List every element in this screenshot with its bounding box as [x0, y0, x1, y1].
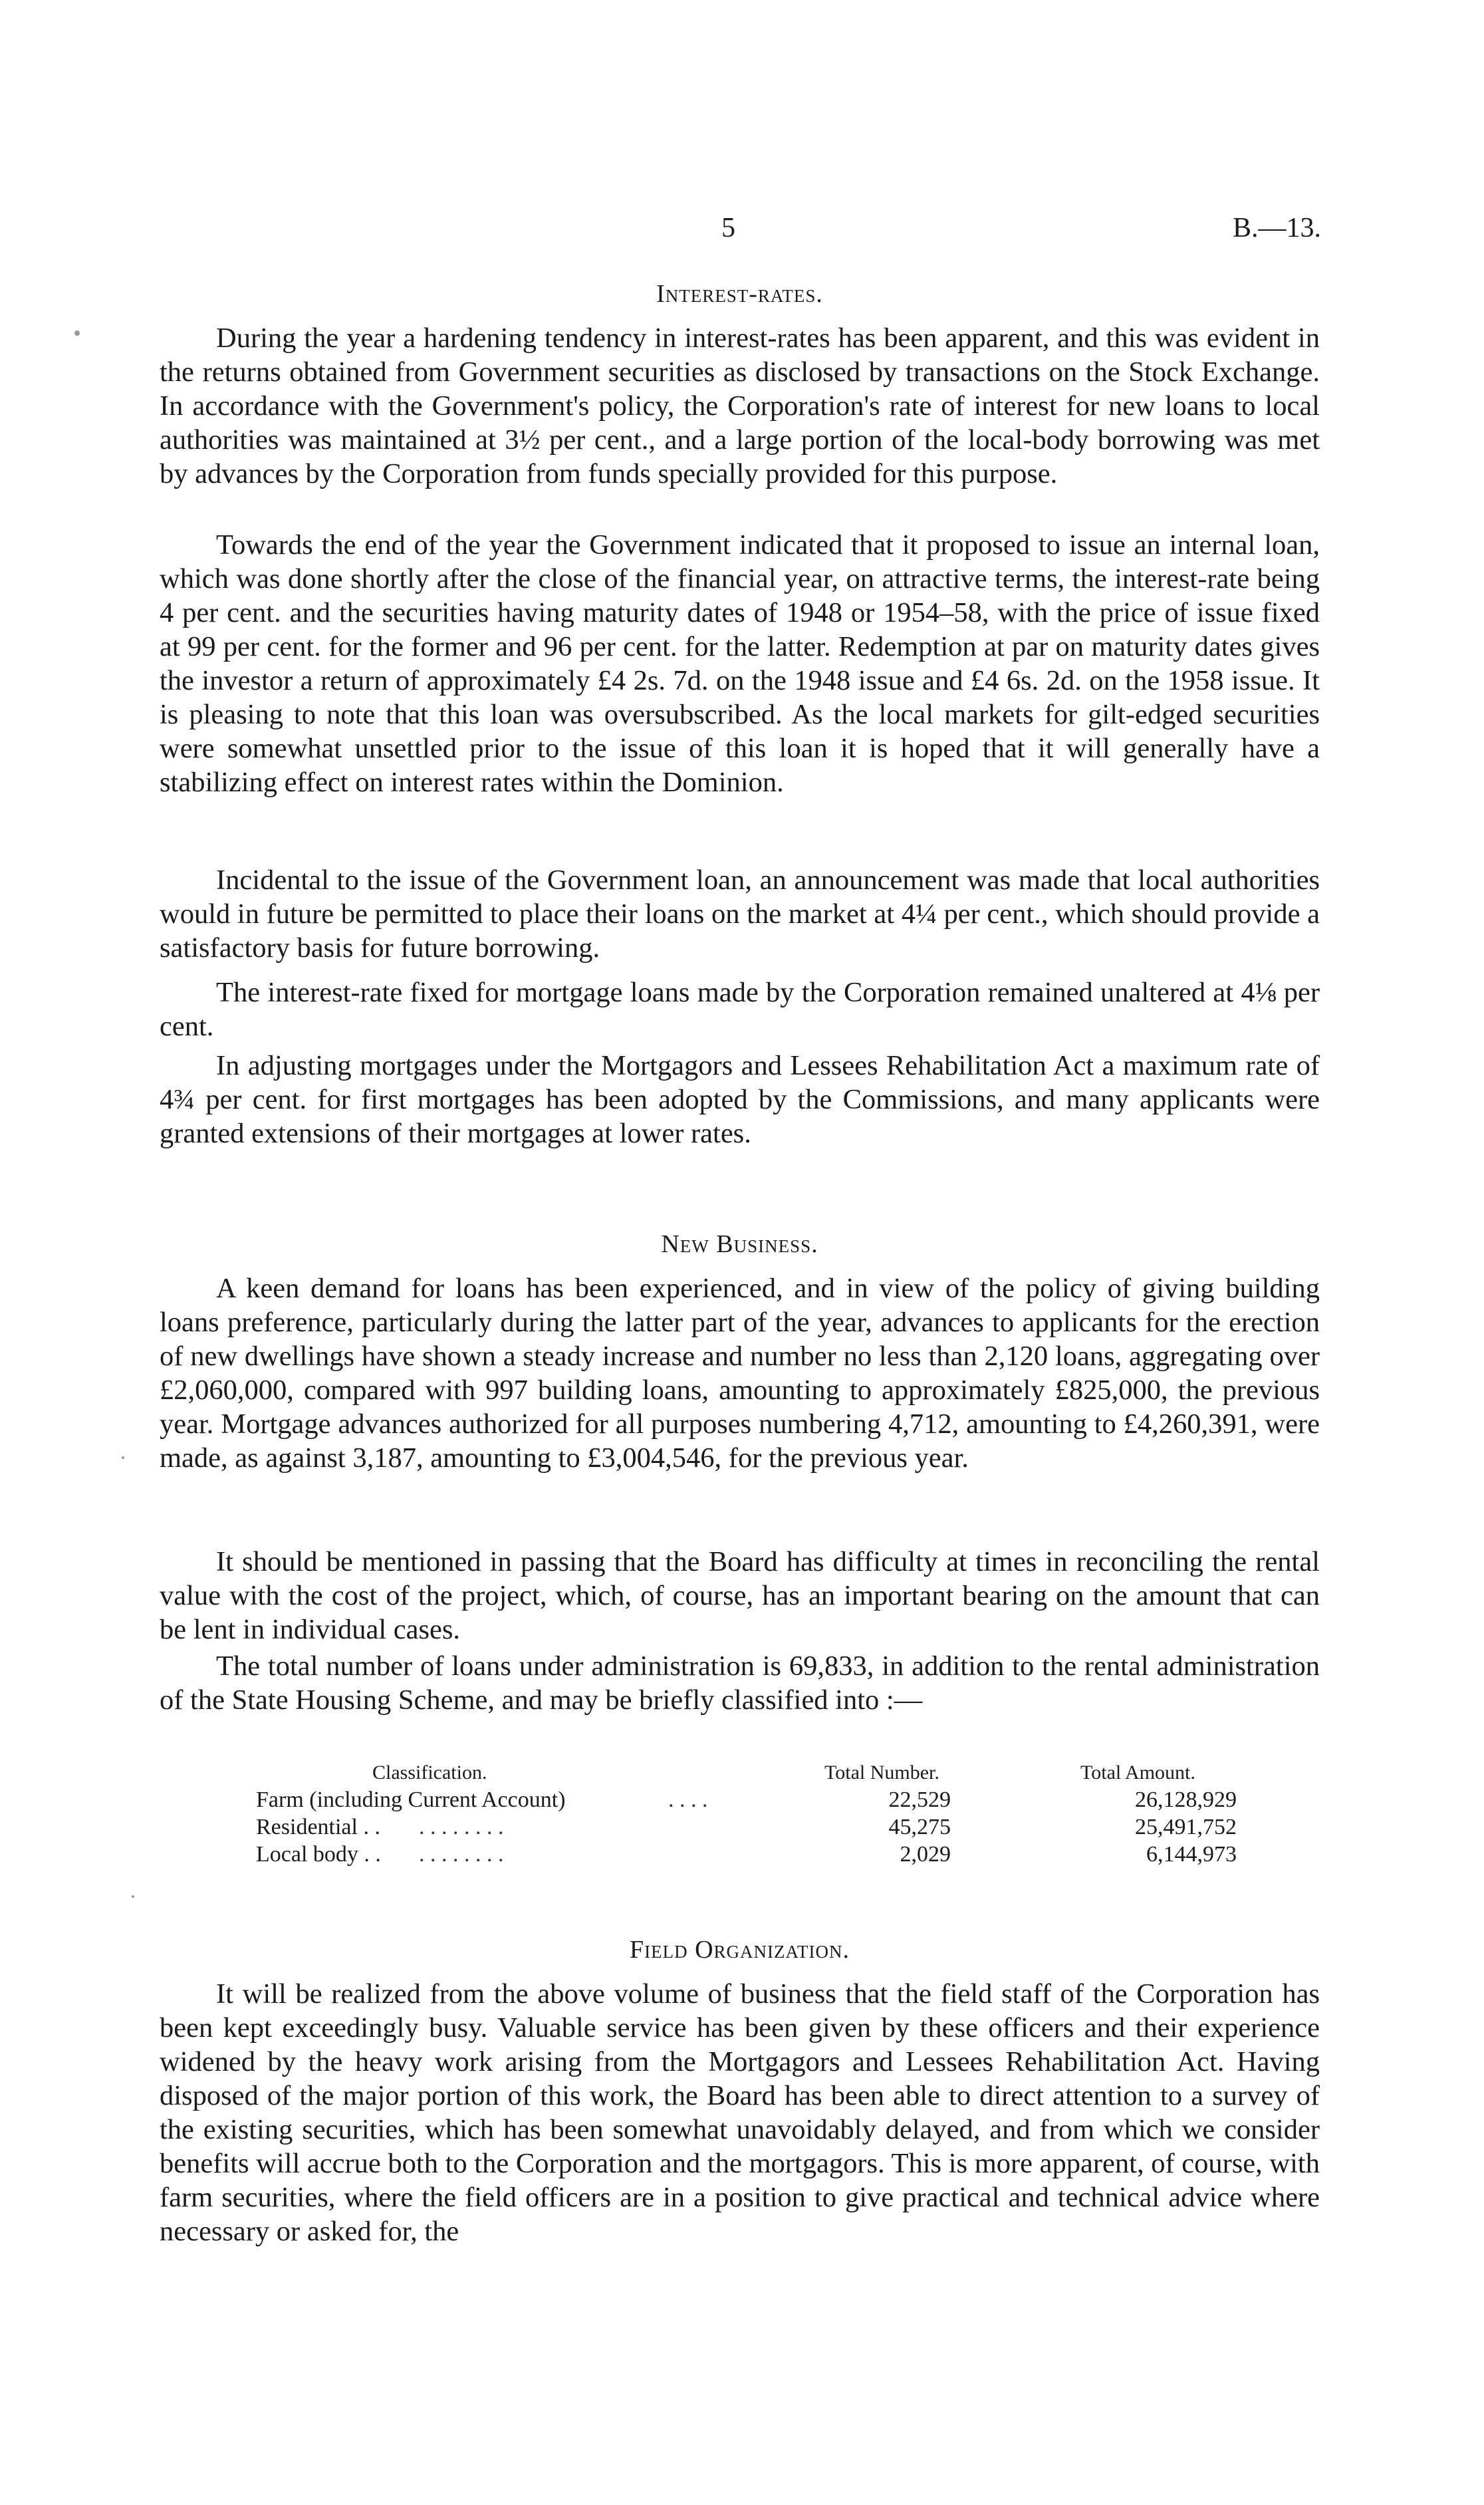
- row-classification: Residential . .: [256, 1815, 380, 1839]
- row-total-amount: 26,128,929: [1135, 1787, 1237, 1812]
- column-header-total-amount: Total Amount.: [1080, 1762, 1195, 1783]
- paragraph: It should be mentioned in passing that the Board has difficulty at times in reconciling the rental value with the cost of the project, which, of course, has an important bearing on the amount that can be lent in individual cases.: [160, 1546, 1320, 1645]
- row-leader-dots: . . . . . . . .: [419, 1842, 504, 1867]
- paragraph: In adjusting mortgages under the Mortgagors and Lessees Rehabilitation Act a maximum rate of 4¾ per cent. for first mortgages has been adopted by the Commissions, and many applicants were granted extensions of their mortgages at lower rates.: [160, 1050, 1320, 1149]
- section-heading-new-business: New Business.: [661, 1230, 818, 1258]
- section-heading-interest-rates: Interest-rates.: [656, 280, 823, 308]
- row-leader-dots: . . . . . . . .: [419, 1815, 504, 1839]
- row-total-number: 45,275: [888, 1815, 951, 1839]
- loan-classification-table: [256, 1759, 1260, 1868]
- paragraph: The total number of loans under administration is 69,833, in addition to the rental administration of the State Housing Scheme, and may be briefly classified into :—: [160, 1650, 1320, 1716]
- table-row: [256, 1813, 1260, 1841]
- column-header-total-number: Total Number.: [824, 1762, 939, 1783]
- row-total-amount: 6,144,973: [1146, 1842, 1237, 1867]
- scan-speck: [132, 1895, 134, 1898]
- row-total-number: 22,529: [888, 1787, 951, 1812]
- document-reference: B.—13.: [1232, 213, 1321, 243]
- section-heading-field-organization: Field Organization.: [629, 1936, 850, 1964]
- paragraph: During the year a hardening tendency in interest-rates has been apparent, and this was evident in the returns obtained from Government securities as disclosed by transactions on the Stock Exchange. In accordance with the Government's policy, the Corporation's rate of interest for new loans to local authorities was maintained at 3½ per cent., and a large portion of the local-body borrowing was met by advances by the Corporation from funds specially provided for this purpose.: [160, 323, 1320, 489]
- row-leader-dots: . . . .: [668, 1787, 708, 1812]
- paragraph: The interest-rate fixed for mortgage loans made by the Corporation remained unaltered at 4⅛ per cent.: [160, 977, 1320, 1042]
- row-total-amount: 25,491,752: [1135, 1815, 1237, 1839]
- row-classification: Farm (including Current Account): [256, 1787, 566, 1812]
- paragraph: A keen demand for loans has been experienced, and in view of the policy of giving building loans preference, particularly during the latter part of the year, advances to applicants for the erection of new dwellings have shown a steady increase and number no less than 2,120 loans, aggregating over £2,060,000, compared with 997 building loans, amounting to approximately £825,000, the previous year. Mortgage advances authorized for all purposes numbering 4,712, amounting to £4,260,391, were made, as against 3,187, amounting to £3,004,546, for the previous year.: [160, 1273, 1320, 1474]
- scan-speck: [74, 330, 80, 336]
- column-header-classification: Classification.: [372, 1762, 487, 1783]
- paragraph: Incidental to the issue of the Government loan, an announcement was made that local authorities would in future be permitted to place their loans on the market at 4¼ per cent., which should provide a satisfactory basis for future borrowing.: [160, 864, 1320, 964]
- row-classification: Local body . .: [256, 1842, 381, 1867]
- paragraph: Towards the end of the year the Government indicated that it proposed to issue an internal loan, which was done shortly after the close of the financial year, on attractive terms, the interest-rate being 4 per cent. and the securities having maturity dates of 1948 or 1954–58, with the price of issue fixed at 99 per cent. for the former and 96 per cent. for the latter. Redemption at par on maturity dates gives the investor a return of approximately £4 2s. 7d. on the 1948 issue and £4 6s. 2d. on the 1958 issue. It is pleasing to note that this loan was oversubscribed. As the local markets for gilt-edged securities were somewhat unsettled prior to the issue of this loan it is hoped that it will generally have a stabilizing effect on interest rates within the Dominion.: [160, 529, 1320, 798]
- paragraph: It will be realized from the above volume of business that the field staff of the Corporation has been kept exceedingly busy. Valuable service has been given by these officers and their experience widened by the heavy work arising from the Mortgagors and Lessees Rehabilitation Act. Having disposed of the major portion of this work, the Board has been able to direct attention to a survey of the existing securities, which has been somewhat unavoidably delayed, and from which we consider benefits will accrue both to the Corporation and the mortgagors. This is more apparent, of course, with farm securities, where the field officers are in a position to give practical and technical advice where necessary or asked for, the: [160, 1978, 1320, 2247]
- table-row: [256, 1786, 1260, 1813]
- table-row: [256, 1841, 1260, 1868]
- table-header: [256, 1759, 1260, 1786]
- scan-speck: [122, 1456, 124, 1459]
- row-total-number: 2,029: [900, 1842, 951, 1867]
- page-number: 5: [721, 213, 735, 243]
